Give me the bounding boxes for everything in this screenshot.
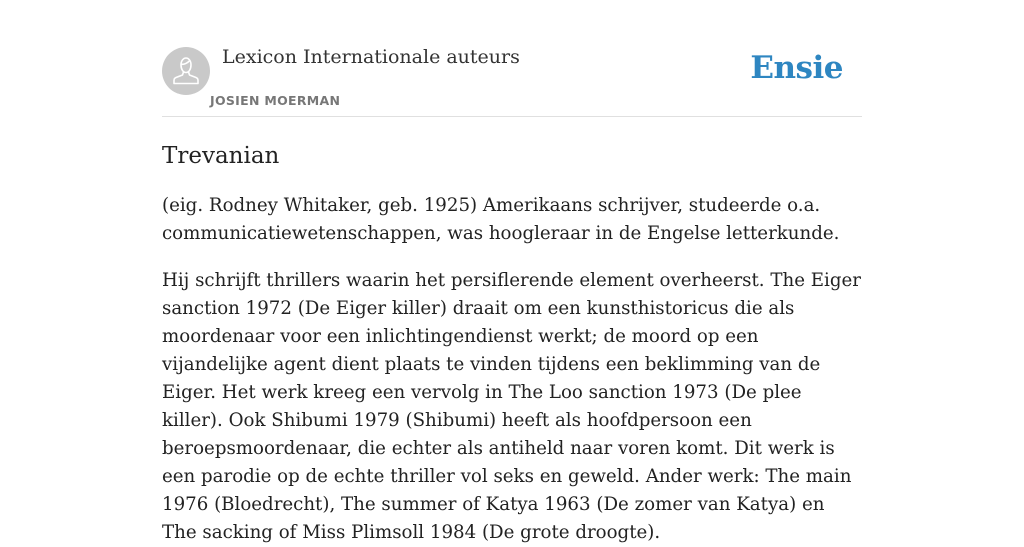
user-avatar-icon [162,47,210,95]
header [162,0,862,117]
author-name[interactable]: JOSIEN MOERMAN [210,93,341,108]
author-avatar[interactable] [162,47,210,95]
book-title[interactable]: Lexicon Internationale auteurs [222,46,520,68]
content-column [162,0,862,547]
ensie-logo-link[interactable]: Ensie [750,50,843,86]
entry-paragraph: (eig. Rodney Whitaker, geb. 1925) Amerikaans schrijver, studeerde o.a. communicatiewetenschappen, was hoogleraar in de Engelse letterkunde. [162,195,840,244]
entry-paragraph: Hij schrijft thrillers waarin het persiflerende element overheerst. The Eiger sanction 1972 (De Eiger killer) draait om een kunsthistoricus die als moordenaar voor een inlichtingendienst werkt; de moord op een vijandelijke agent dient plaats te vinden tijdens een beklimming van de Eiger. Het werk kreeg een vervolg in The Loo sanction 1973 (De plee killer). Ook Shibumi 1979 (Shibumi) heeft als hoofdpersoon een beroepsmoordenaar, die echter als antiheld naar voren komt. Dit werk is een parodie op de echte thriller vol seks en geweld. Ander werk: The main 1976 (Bloedrecht), The summer of Katya 1963 (De zomer van Katya) en The sacking of Miss Plimsoll 1984 (De grote droogte). [162,270,861,543]
entry-title: Trevanian [162,143,280,169]
